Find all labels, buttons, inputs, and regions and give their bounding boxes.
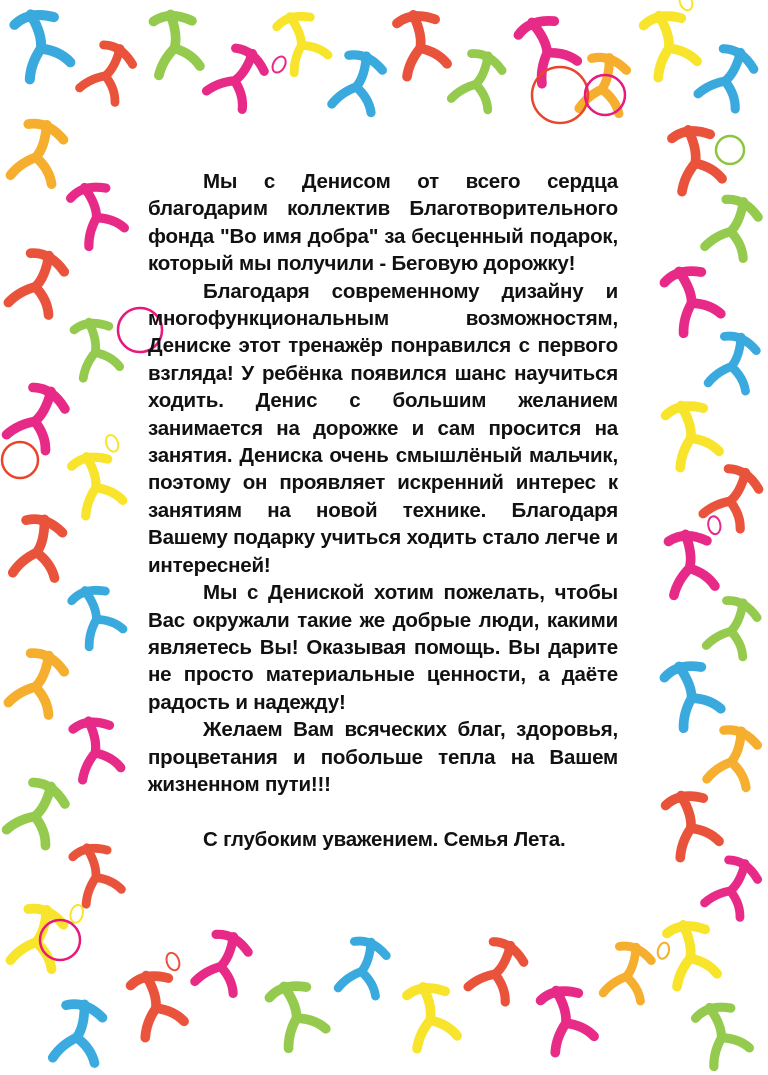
sport-figure xyxy=(69,314,121,379)
sport-figure xyxy=(603,931,671,1007)
sport-figure xyxy=(63,433,138,516)
sport-figure xyxy=(338,933,390,998)
sport-figure xyxy=(698,40,759,111)
letter-paragraph-1: Мы с Денисом от всего сердца благодарим коллектив Благотворительного фонда "Во имя добра" за бесценный подарок, который мы получили - Беговую дорожку! xyxy=(148,170,618,276)
sport-figure xyxy=(401,977,458,1048)
sport-figure xyxy=(703,460,764,531)
decor-ring xyxy=(532,67,588,123)
sport-figure xyxy=(705,852,764,920)
sport-figure xyxy=(195,926,253,996)
sport-figure xyxy=(121,951,200,1038)
sport-figure xyxy=(534,980,595,1053)
sport-figure xyxy=(262,974,326,1048)
sport-figure xyxy=(67,712,121,780)
letter-paragraph-3: Мы с Дениской хотим пожелать, чтобы Вас окружали такие же добрые люди, какими являетесь Вы! Оказывая помощь. Вы дарите не просто материальные ценности, а даёте радость и надежду! xyxy=(148,581,618,714)
sport-figure xyxy=(13,511,65,580)
sport-figure xyxy=(8,3,72,79)
sport-figure xyxy=(10,115,67,186)
sport-figure xyxy=(8,644,69,717)
sport-figure xyxy=(657,654,721,728)
letter-body xyxy=(148,168,618,854)
sport-figure xyxy=(65,579,124,647)
sport-figure xyxy=(451,45,506,111)
sport-figure xyxy=(708,328,760,393)
sport-figure xyxy=(689,996,750,1067)
sport-figure xyxy=(706,592,761,658)
sport-figure xyxy=(634,0,713,78)
sport-figure xyxy=(666,120,723,191)
sport-figure xyxy=(659,395,720,468)
sport-figure xyxy=(53,996,105,1065)
sport-figure xyxy=(468,933,529,1004)
letter-signature: С глубоким уважением. Семья Лета. xyxy=(203,828,566,852)
decor-ring xyxy=(716,136,744,164)
letter-paragraph-4: Желаем Вам всяческих благ, здоровья, процветания и побольше тепла на Вашем жизненном пути!!! xyxy=(148,718,618,796)
sport-figure xyxy=(662,515,731,595)
sport-figure xyxy=(332,47,386,115)
sport-figure xyxy=(707,722,761,790)
sport-figure xyxy=(270,5,329,73)
sport-figure xyxy=(391,5,448,76)
letter-paragraph-2: Благодаря современному дизайну и многофункциональным возможностям, Дениске этот тренажёр понравился с первого взгляда! У ребёнка появился шанс научиться ходить. Денис с большим желанием занимается на дорожке и сам просится на занятия. Дениска очень смышлёный мальчик, поэтому он проявляет искренний интерес к занятиям на новой технике. Благодаря Вашему подарку учиться ходить стало легче и интересней! xyxy=(148,279,618,577)
sport-figure xyxy=(10,892,84,976)
decor-ring xyxy=(2,442,38,478)
sport-figure xyxy=(67,838,122,904)
sport-figure xyxy=(148,7,200,76)
sport-figure xyxy=(705,191,763,261)
sport-figure xyxy=(8,244,69,317)
sport-figure xyxy=(64,176,125,247)
sport-figure xyxy=(659,785,720,858)
sport-figure xyxy=(207,32,289,118)
sport-figure xyxy=(80,37,139,105)
sport-figure xyxy=(7,773,71,847)
sport-figure xyxy=(657,259,721,333)
